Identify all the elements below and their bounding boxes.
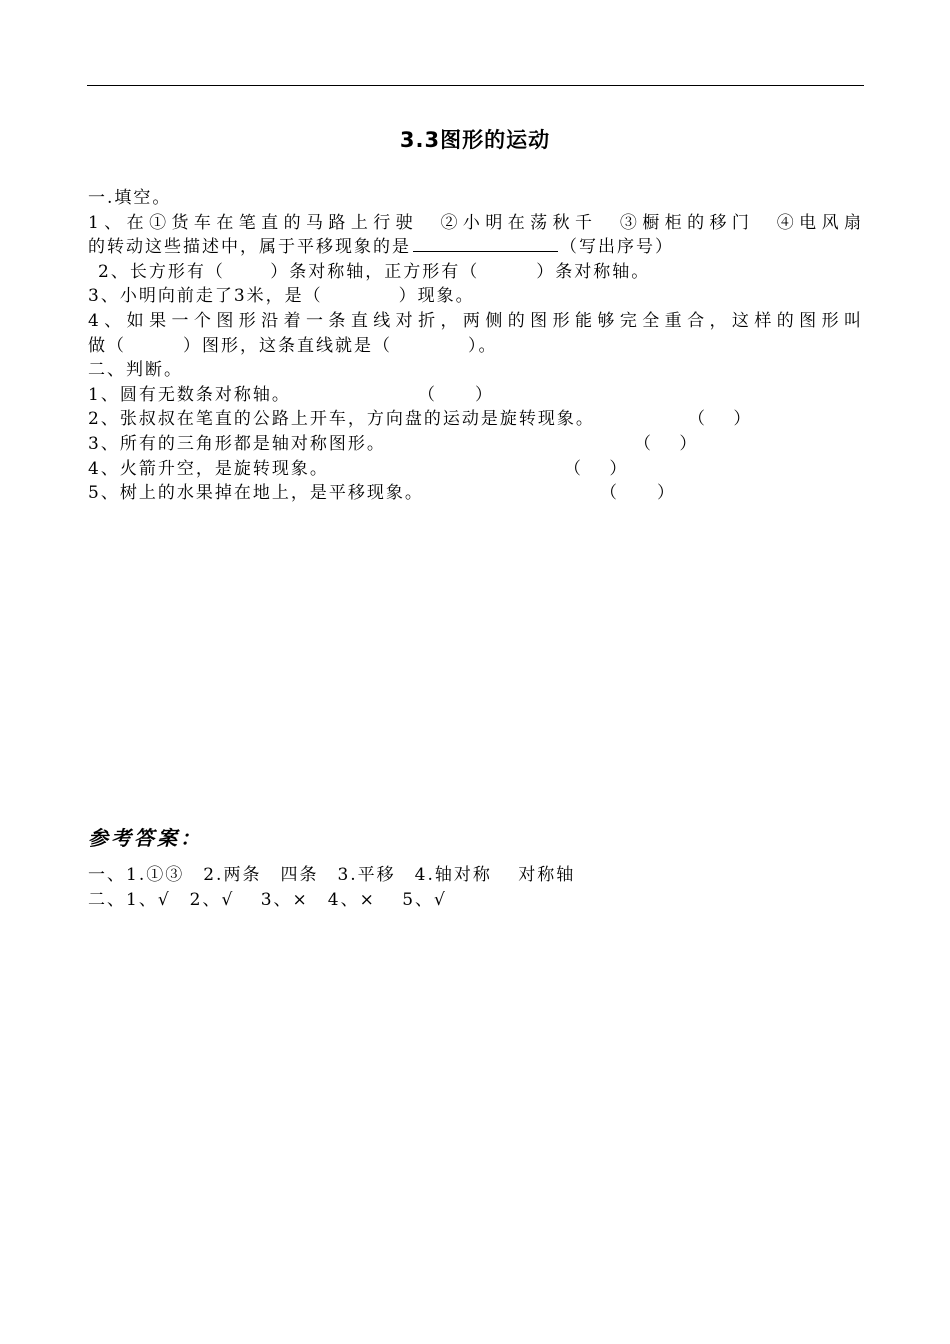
answer-key	[88, 822, 863, 912]
judge-item-text: 3、所有的三角形都是轴对称图形。	[88, 433, 386, 454]
judge-item-paren: （ ）	[418, 384, 494, 405]
judge-item-1	[88, 383, 863, 408]
question-1-note: （写出序号）	[560, 237, 674, 258]
answer-blank	[413, 235, 558, 252]
question-2: 2、长方形有（ ）条对称轴，正方形有（ ）条对称轴。	[98, 261, 651, 282]
judge-item-text: 4、火箭升空，是旋转现象。	[88, 458, 329, 479]
judge-item-text: 1、圆有无数条对称轴。	[88, 384, 291, 405]
answer-line-1: 一、1.①③ 2.两条 四条 3.平移 4.轴对称 对称轴	[88, 865, 576, 885]
question-1-line-2	[88, 235, 863, 260]
question-3: 3、小明向前走了3米，是（ ）现象。	[88, 286, 475, 307]
judge-item-text: 2、张叔叔在笔直的公路上开车，方向盘的运动是旋转现象。	[88, 409, 595, 430]
question-4-line-1: 4、如果一个图形沿着一条直线对折，两侧的图形能够完全重合，这样的图形叫	[88, 310, 863, 331]
section2-heading: 二、判断。	[88, 360, 183, 381]
judge-item-5	[88, 481, 863, 506]
question-1-line-1: 1、在①货车在笔直的马路上行驶 ②小明在荡秋千 ③橱柜的移门 ④电风扇	[88, 212, 863, 233]
answer-line-2: 二、1、√ 2、√ 3、× 4、× 5、√	[88, 889, 447, 910]
judge-item-paren: （ ）	[600, 483, 676, 504]
judge-item-paren: （ ）	[564, 458, 629, 479]
judge-item-paren: （ ）	[634, 433, 699, 454]
judge-item-4	[88, 457, 863, 482]
judge-item-paren: （ ）	[688, 409, 753, 430]
judge-item-2	[88, 407, 863, 432]
answer-key-heading: 参考答案：	[88, 826, 203, 850]
question-4-line-2: 做（ ）图形，这条直线就是（ ）。	[88, 335, 498, 356]
question-1-text: 的转动这些描述中，属于平移现象的是	[88, 237, 411, 258]
section1-heading: 一.填空。	[88, 188, 172, 208]
judge-item-text: 5、树上的水果掉在地上，是平移现象。	[88, 483, 424, 504]
page-title: 3.3图形的运动	[399, 128, 551, 152]
exercise-body	[88, 186, 863, 506]
header-rule	[87, 85, 864, 86]
judge-item-3	[88, 432, 863, 457]
